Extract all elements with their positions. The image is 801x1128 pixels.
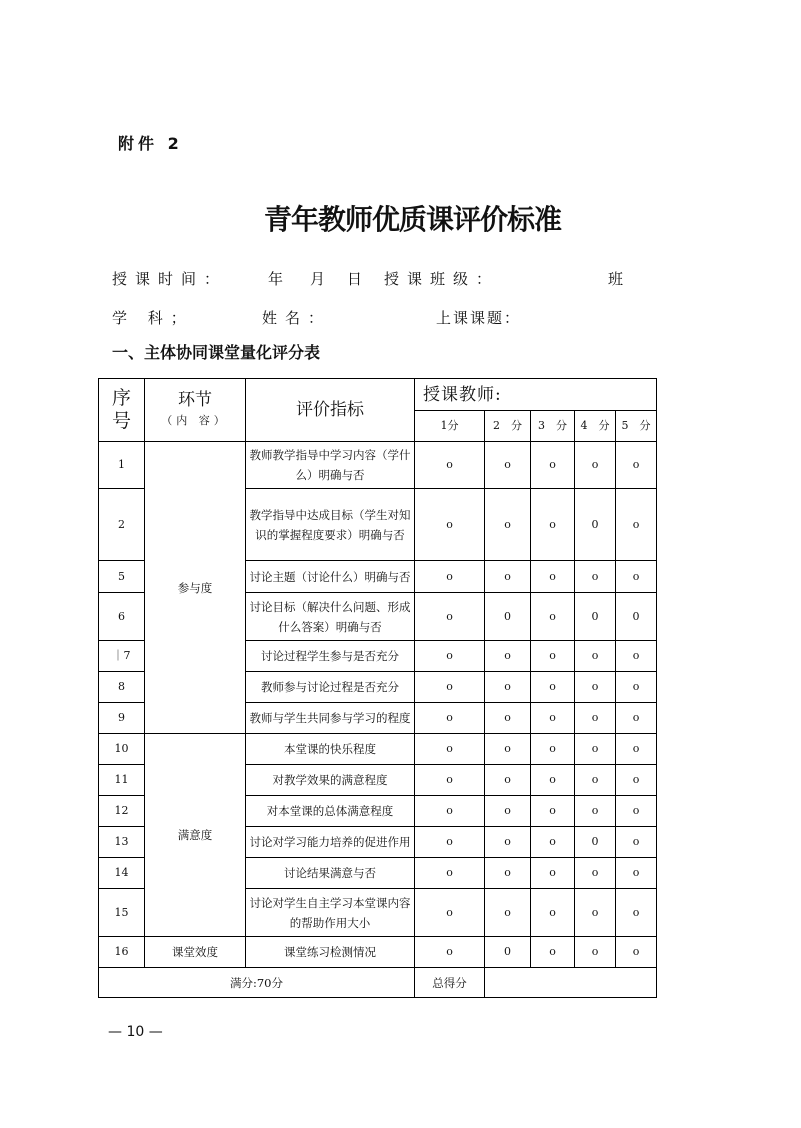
row-indicator: 讨论结果满意与否	[246, 858, 415, 889]
row-indicator: 讨论对学习能力培养的促进作用	[246, 827, 415, 858]
score-cell: o	[415, 937, 485, 968]
row-number: 1	[99, 442, 145, 489]
score-cell: o	[531, 889, 575, 937]
score-cell: o	[415, 889, 485, 937]
score-cell: 0	[575, 593, 616, 641]
table-row	[99, 442, 657, 489]
group-effectiveness: 课堂效度	[145, 937, 246, 968]
document-title: 青年教师优质课评价标准	[263, 203, 561, 236]
row-indicator: 讨论目标（解决什么问题、形成什么答案）明确与否	[246, 593, 415, 641]
row-indicator: 讨论过程学生参与是否充分	[246, 641, 415, 672]
score-cell: o	[616, 937, 657, 968]
total-score-label: 总得分	[415, 968, 485, 998]
score-cell: o	[575, 561, 616, 593]
row-number: 16	[99, 937, 145, 968]
row-number: 13	[99, 827, 145, 858]
total-score-value	[485, 968, 657, 998]
row-indicator: 教师教学指导中学习内容（学什么）明确与否	[246, 442, 415, 489]
score-cell: o	[485, 765, 531, 796]
score-cell: o	[485, 672, 531, 703]
score-cell: 0	[575, 827, 616, 858]
score-cell: 0	[485, 937, 531, 968]
header-indicator: 评价指标	[246, 379, 415, 442]
row-indicator: 教学指导中达成目标（学生对知识的掌握程度要求）明确与否	[246, 489, 415, 561]
row-number: 2	[99, 489, 145, 561]
score-cell: o	[415, 593, 485, 641]
score-cell: o	[616, 765, 657, 796]
score-cell: o	[531, 827, 575, 858]
score-cell: o	[616, 858, 657, 889]
meta-class-unit: 班	[608, 270, 632, 288]
page-number: — 10 —	[108, 1024, 163, 1040]
score-cell: o	[616, 672, 657, 703]
score-cell: o	[531, 641, 575, 672]
meta-time-label: 授课时间：	[112, 270, 228, 288]
header-teacher: 授课教师:	[415, 379, 657, 411]
score-cell: o	[531, 858, 575, 889]
section-title: 一、主体协同课堂量化评分表	[112, 343, 321, 362]
score-cell: o	[616, 827, 657, 858]
row-number: 12	[99, 796, 145, 827]
row-number: 11	[99, 765, 145, 796]
score-cell: o	[415, 703, 485, 734]
score-cell: o	[415, 858, 485, 889]
score-cell: 0	[616, 593, 657, 641]
row-number: 15	[99, 889, 145, 937]
score-cell: o	[485, 796, 531, 827]
score-cell: o	[616, 796, 657, 827]
header-seq: 序 号	[99, 379, 145, 442]
header-point-3: 3 分	[531, 411, 575, 442]
score-cell: o	[575, 703, 616, 734]
row-indicator: 对教学效果的满意程度	[246, 765, 415, 796]
score-cell: o	[616, 641, 657, 672]
header-huanjie-label: 环节	[178, 390, 212, 410]
score-cell: o	[415, 641, 485, 672]
header-content-label: （内 容）	[161, 414, 229, 427]
score-cell: o	[531, 796, 575, 827]
score-cell: o	[485, 889, 531, 937]
score-cell: o	[531, 937, 575, 968]
row-number: 6	[99, 593, 145, 641]
score-cell: o	[575, 641, 616, 672]
score-cell: o	[531, 672, 575, 703]
score-cell: o	[575, 672, 616, 703]
meta-subject-label: 学 科；	[112, 309, 194, 327]
meta-year: 年	[268, 270, 292, 288]
score-cell: o	[415, 561, 485, 593]
score-cell: o	[575, 796, 616, 827]
row-indicator: 对本堂课的总体满意程度	[246, 796, 415, 827]
meta-day: 日	[347, 270, 371, 288]
score-cell: o	[531, 734, 575, 765]
score-cell: o	[575, 858, 616, 889]
score-cell: o	[531, 489, 575, 561]
row-indicator: 课堂练习检测情况	[246, 937, 415, 968]
score-cell: o	[616, 889, 657, 937]
score-cell: o	[575, 442, 616, 489]
score-cell: o	[616, 442, 657, 489]
header-huanjie	[145, 379, 246, 442]
score-cell: o	[415, 734, 485, 765]
meta-topic-label: 上课课题：	[436, 309, 522, 327]
score-cell: o	[415, 827, 485, 858]
table-footer-row	[99, 968, 657, 998]
score-cell: o	[485, 827, 531, 858]
score-cell: 0	[485, 593, 531, 641]
group-participation: 参与度	[145, 442, 246, 734]
header-point-1: 1分	[415, 411, 485, 442]
score-cell: o	[575, 937, 616, 968]
row-number: 5	[99, 561, 145, 593]
group-satisfaction: 满意度	[145, 734, 246, 937]
header-point-2: 2 分	[485, 411, 531, 442]
score-cell: o	[485, 561, 531, 593]
meta-month: 月	[310, 270, 334, 288]
score-cell: o	[485, 703, 531, 734]
row-number: 8	[99, 672, 145, 703]
attachment-label: 附件 2	[118, 134, 183, 153]
meta-name-label: 姓名：	[262, 309, 332, 327]
score-cell: o	[415, 442, 485, 489]
score-cell: o	[415, 672, 485, 703]
evaluation-table	[98, 378, 657, 998]
score-cell: o	[415, 765, 485, 796]
score-cell: o	[531, 561, 575, 593]
score-cell: o	[531, 765, 575, 796]
score-cell: o	[616, 703, 657, 734]
score-cell: o	[616, 734, 657, 765]
header-point-5: 5 分	[616, 411, 657, 442]
score-cell: o	[485, 489, 531, 561]
score-cell: o	[415, 796, 485, 827]
table-row	[99, 734, 657, 765]
row-indicator: 讨论对学生自主学习本堂课内容的帮助作用大小	[246, 889, 415, 937]
score-cell: o	[616, 561, 657, 593]
score-cell: o	[485, 858, 531, 889]
score-cell: o	[531, 703, 575, 734]
score-cell: o	[485, 641, 531, 672]
row-number: 9	[99, 703, 145, 734]
row-number: 10	[99, 734, 145, 765]
row-number: ｜7	[99, 641, 145, 672]
row-number: 14	[99, 858, 145, 889]
meta-class-label: 授课班级：	[384, 270, 500, 288]
row-indicator: 教师参与讨论过程是否充分	[246, 672, 415, 703]
score-cell: 0	[575, 489, 616, 561]
score-cell: o	[616, 489, 657, 561]
score-cell: o	[575, 765, 616, 796]
full-score: 满分:70分	[99, 968, 415, 998]
row-indicator: 教师与学生共同参与学习的程度	[246, 703, 415, 734]
score-cell: o	[531, 593, 575, 641]
table-row	[99, 937, 657, 968]
row-indicator: 讨论主题（讨论什么）明确与否	[246, 561, 415, 593]
row-indicator: 本堂课的快乐程度	[246, 734, 415, 765]
score-cell: o	[575, 734, 616, 765]
score-cell: o	[575, 889, 616, 937]
score-cell: o	[485, 734, 531, 765]
score-cell: o	[485, 442, 531, 489]
score-cell: o	[415, 489, 485, 561]
header-point-4: 4 分	[575, 411, 616, 442]
score-cell: o	[531, 442, 575, 489]
